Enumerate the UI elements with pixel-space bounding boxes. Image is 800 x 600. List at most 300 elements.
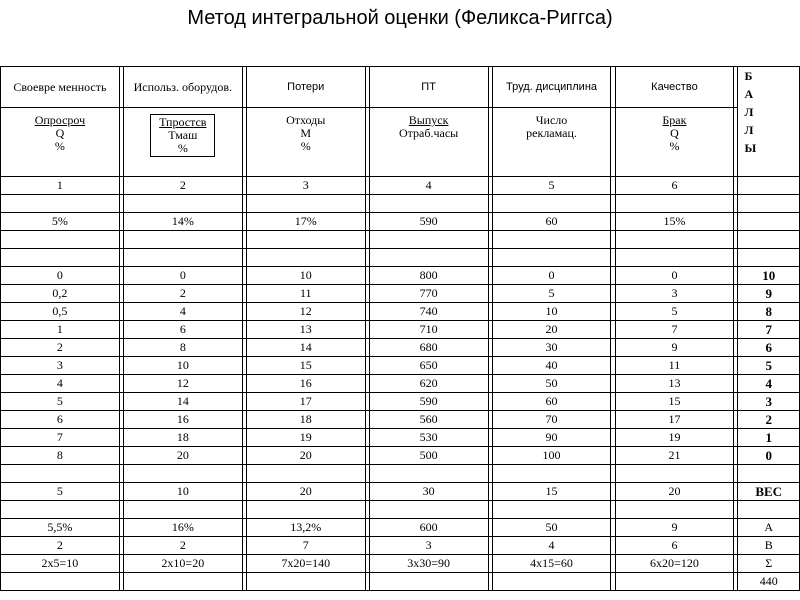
scale-cell — [492, 393, 611, 411]
base-value-cell — [123, 213, 242, 231]
points-row — [1, 537, 800, 555]
column-number-cell — [369, 177, 488, 195]
scale-cell — [1, 429, 120, 447]
empty-cell — [246, 195, 365, 213]
empty-cell — [123, 195, 242, 213]
scale-cell — [615, 339, 734, 357]
scale-cell-text: 70 — [545, 412, 558, 426]
spacer-row — [1, 231, 800, 249]
scale-cell — [369, 339, 488, 357]
scale-cell-text: 3 — [56, 358, 63, 372]
points-cell-text: 3 — [425, 538, 432, 552]
total-cell-text: 440 — [759, 574, 778, 588]
base-value-cell — [615, 213, 734, 231]
empty-cell — [1, 195, 120, 213]
spacer-row — [1, 195, 800, 213]
scale-cell — [246, 285, 365, 303]
empty-cell — [1, 573, 120, 591]
scale-cell — [246, 447, 365, 465]
column-number-cell — [1, 177, 120, 195]
score-cell-text: 3 — [765, 394, 772, 409]
scale-cell-text: 16 — [299, 376, 312, 390]
points-cell-text: 2 — [56, 538, 63, 552]
scale-cell-text: 5 — [671, 304, 678, 318]
scale-cell-text: 1 — [56, 322, 63, 336]
actual-cell — [246, 519, 365, 537]
scale-cell — [492, 267, 611, 285]
scale-row — [1, 375, 800, 393]
actual-label-cell — [738, 519, 800, 537]
spacer-row — [1, 465, 800, 483]
empty-cell — [246, 573, 365, 591]
weight-label-cell — [738, 483, 800, 501]
scale-cell-text: 7 — [56, 430, 63, 444]
score-cell-text: 0 — [765, 448, 772, 463]
scale-cell-text: 10 — [176, 358, 189, 372]
header-sub-cell — [492, 108, 611, 177]
column-number-cell — [615, 177, 734, 195]
actual-cell — [1, 519, 120, 537]
empty-cell — [492, 573, 611, 591]
score-cell — [738, 429, 800, 447]
header-sub-wrap — [493, 114, 611, 140]
scale-cell-text: 17 — [668, 412, 681, 426]
scale-cell-text: 10 — [545, 304, 558, 318]
scale-cell — [246, 393, 365, 411]
scale-cell-text: 13 — [668, 376, 681, 390]
scale-cell-text: 800 — [419, 268, 438, 282]
scale-cell-text: 0 — [179, 268, 186, 282]
weight-cell — [615, 483, 734, 501]
scale-cell-text: 0,5 — [52, 304, 68, 318]
scale-cell — [492, 375, 611, 393]
header-top-cell-text: Труд. дисциплина — [506, 80, 598, 93]
weight-cell — [369, 483, 488, 501]
base-values-row — [1, 213, 800, 231]
page-title: Метод интегральной оценки (Феликса-Риггса) — [187, 7, 613, 29]
scale-cell-text: 14 — [176, 394, 189, 408]
scale-cell — [615, 411, 734, 429]
column-number-cell-text: 6 — [671, 178, 678, 192]
empty-cell — [615, 195, 734, 213]
points-cell-text: 6 — [671, 538, 678, 552]
scale-cell-text: 0 — [56, 268, 63, 282]
scale-cell-text: 7 — [671, 322, 678, 336]
scale-row — [1, 285, 800, 303]
scale-cell — [615, 357, 734, 375]
empty-cell — [492, 249, 611, 267]
spacer-row — [1, 501, 800, 519]
scale-row — [1, 447, 800, 465]
scale-cell-text: 710 — [419, 322, 438, 336]
scale-cell-text: 11 — [299, 286, 312, 300]
header-sub-cell — [123, 108, 242, 177]
actual-cell-text: 5,5% — [47, 520, 73, 534]
empty-cell — [615, 501, 734, 519]
empty-cell — [615, 231, 734, 249]
points-cell-text: 7 — [302, 538, 309, 552]
empty-cell — [123, 501, 242, 519]
scale-cell-text: 3 — [671, 286, 678, 300]
actual-cell-text: 600 — [419, 520, 438, 534]
scale-cell-text: 50 — [545, 376, 558, 390]
scale-cell-text: 8 — [179, 340, 186, 354]
table-body — [1, 67, 800, 591]
scale-cell — [492, 447, 611, 465]
points-label-cell — [738, 537, 800, 555]
scale-row — [1, 393, 800, 411]
scale-cell-text: 590 — [419, 394, 438, 408]
empty-cell — [1, 249, 120, 267]
points-cell-text: 4 — [548, 538, 555, 552]
column-number-cell-text: 3 — [302, 178, 309, 192]
empty-cell — [492, 465, 611, 483]
actual-cell — [123, 519, 242, 537]
total-row — [1, 573, 800, 591]
product-cell-text: 7x20=140 — [281, 556, 331, 570]
score-cell-text: 8 — [765, 304, 772, 319]
scale-cell — [369, 393, 488, 411]
header-sub-line: Q — [670, 126, 679, 140]
points-cell — [369, 537, 488, 555]
scale-cell — [246, 267, 365, 285]
header-sub-wrap — [247, 114, 365, 153]
header-sub-line: Тмаш — [168, 128, 198, 142]
empty-cell — [1, 465, 120, 483]
base-value-cell-text: 5% — [51, 214, 68, 228]
product-cell-text: 2x5=10 — [41, 556, 79, 570]
scale-cell — [123, 447, 242, 465]
scale-cell — [369, 429, 488, 447]
scale-cell-text: 680 — [419, 340, 438, 354]
scale-cell — [615, 393, 734, 411]
sum-label-cell-text: Σ — [765, 556, 773, 570]
score-cell — [738, 339, 800, 357]
points-cell — [123, 537, 242, 555]
score-cell — [738, 267, 800, 285]
column-number-cell — [492, 177, 611, 195]
header-sub-line: М — [300, 126, 312, 140]
base-value-cell-text: 15% — [663, 214, 686, 228]
header-top-cell-text: Потери — [287, 80, 325, 93]
scale-cell-text: 8 — [56, 448, 63, 462]
scale-cell-text: 9 — [671, 340, 678, 354]
scale-cell — [123, 411, 242, 429]
scale-cell — [369, 357, 488, 375]
scale-cell — [246, 321, 365, 339]
scale-cell — [492, 357, 611, 375]
integral-assessment-table — [0, 66, 800, 591]
header-sub-line: % — [300, 139, 311, 153]
scale-cell-text: 0,2 — [52, 286, 68, 300]
empty-cell — [738, 501, 800, 519]
header-sub-line: Число — [535, 113, 568, 127]
scale-cell — [369, 267, 488, 285]
spacer-row — [1, 249, 800, 267]
scale-cell — [246, 375, 365, 393]
header-sub-line: Выпуск — [408, 113, 449, 127]
header-top-cell-text: ПТ — [421, 80, 436, 93]
empty-cell — [492, 231, 611, 249]
scale-cell — [123, 321, 242, 339]
empty-cell — [369, 249, 488, 267]
empty-cell — [369, 501, 488, 519]
empty-cell — [369, 195, 488, 213]
header-top-cell-text: Использ. оборудов. — [133, 79, 233, 94]
scale-cell — [492, 321, 611, 339]
product-cell-text: 4x15=60 — [530, 556, 573, 570]
scale-cell — [123, 357, 242, 375]
points-cell-text: 2 — [179, 538, 186, 552]
column-number-cell — [123, 177, 242, 195]
header-top-cell-text: Своевре менность — [13, 79, 107, 94]
scale-cell — [1, 447, 120, 465]
sum-label-cell — [738, 555, 800, 573]
scale-cell-text: 40 — [545, 358, 558, 372]
scale-cell-text: 10 — [299, 268, 312, 282]
weight-cell-text: 5 — [56, 484, 63, 498]
scale-cell-text: 560 — [419, 412, 438, 426]
header-sub-line: % — [54, 139, 65, 153]
scale-cell-text: 12 — [176, 376, 189, 390]
balls-header-text: Б А Л Л Ы — [744, 69, 757, 155]
scale-cell-text: 13 — [299, 322, 312, 336]
scale-cell-text: 14 — [299, 340, 312, 354]
score-cell — [738, 321, 800, 339]
scale-cell — [615, 267, 734, 285]
empty-cell — [246, 249, 365, 267]
score-cell — [738, 447, 800, 465]
header-row-top — [1, 67, 800, 108]
scale-row — [1, 267, 800, 285]
scale-cell-text: 15 — [299, 358, 312, 372]
scale-cell-text: 0 — [671, 268, 678, 282]
score-cell-text: 4 — [765, 376, 772, 391]
score-cell-text: 5 — [765, 358, 772, 373]
scale-cell — [369, 321, 488, 339]
scale-cell-text: 770 — [419, 286, 438, 300]
header-sub-cell — [615, 108, 734, 177]
scale-cell-text: 20 — [545, 322, 558, 336]
scale-cell — [369, 303, 488, 321]
weight-cell — [492, 483, 611, 501]
base-value-cell-text: 17% — [294, 214, 317, 228]
actual-cell-text: 50 — [545, 520, 558, 534]
scale-cell — [123, 285, 242, 303]
scale-cell-text: 30 — [545, 340, 558, 354]
balls-header — [738, 67, 800, 177]
score-cell-text: 6 — [765, 340, 772, 355]
empty-cell — [615, 249, 734, 267]
empty-cell — [369, 231, 488, 249]
scale-row — [1, 339, 800, 357]
header-row-sub — [1, 108, 800, 177]
empty-cell — [492, 501, 611, 519]
empty-cell — [738, 195, 800, 213]
scale-cell — [246, 339, 365, 357]
actual-row — [1, 519, 800, 537]
header-sub-cell — [369, 108, 488, 177]
empty-cell — [369, 465, 488, 483]
actual-cell — [492, 519, 611, 537]
base-value-cell-text: 14% — [171, 214, 194, 228]
header-sub-cell — [1, 108, 120, 177]
points-label-cell-text: B — [764, 538, 773, 552]
empty-cell — [738, 213, 800, 231]
header-sub-wrap — [616, 114, 734, 153]
scale-cell — [1, 303, 120, 321]
scale-cell-text: 5 — [56, 394, 63, 408]
empty-cell — [246, 465, 365, 483]
score-cell — [738, 393, 800, 411]
header-sub-line: Q — [55, 126, 65, 140]
score-cell-text: 1 — [765, 430, 772, 445]
header-sub-line: Тпростсв — [159, 115, 207, 129]
scale-row — [1, 411, 800, 429]
empty-cell — [369, 573, 488, 591]
header-sub-line: Отходы — [286, 113, 326, 127]
actual-cell-text: 13,2% — [290, 520, 322, 534]
header-sub-line: Отраб.часы — [399, 126, 459, 140]
product-cell-text: 2x10=20 — [161, 556, 205, 570]
scale-cell-text: 18 — [299, 412, 312, 426]
product-cell — [615, 555, 734, 573]
score-cell-text: 9 — [765, 286, 772, 301]
weights-row — [1, 483, 800, 501]
header-top-cell — [492, 67, 611, 108]
scale-cell — [492, 339, 611, 357]
weight-cell — [123, 483, 242, 501]
scale-cell-text: 60 — [545, 394, 558, 408]
scale-cell — [369, 411, 488, 429]
points-cell — [246, 537, 365, 555]
scale-cell — [615, 447, 734, 465]
empty-cell — [738, 231, 800, 249]
scale-cell — [1, 357, 120, 375]
scale-cell-text: 19 — [668, 430, 681, 444]
column-number-cell-text: 4 — [425, 178, 432, 192]
scale-cell — [1, 393, 120, 411]
weight-cell-text: 20 — [299, 484, 312, 498]
points-cell — [615, 537, 734, 555]
scale-cell — [1, 267, 120, 285]
scale-cell-text: 11 — [668, 358, 681, 372]
scale-cell — [123, 375, 242, 393]
score-cell — [738, 411, 800, 429]
score-cell — [738, 357, 800, 375]
empty-cell — [123, 465, 242, 483]
product-cell — [246, 555, 365, 573]
scale-cell-text: 0 — [548, 268, 555, 282]
scale-cell-text: 12 — [299, 304, 312, 318]
weight-cell-text: 20 — [668, 484, 681, 498]
base-value-cell — [369, 213, 488, 231]
empty-cell — [123, 249, 242, 267]
base-value-cell — [492, 213, 611, 231]
scale-cell — [123, 339, 242, 357]
scale-row — [1, 321, 800, 339]
gutter-cell — [734, 108, 738, 177]
header-sub-wrap — [1, 114, 119, 153]
actual-cell-text: 9 — [671, 520, 678, 534]
empty-cell — [246, 231, 365, 249]
scale-cell — [369, 447, 488, 465]
header-sub-cell — [246, 108, 365, 177]
header-top-cell — [369, 67, 488, 108]
actual-label-cell-text: A — [764, 520, 774, 534]
empty-cell — [738, 465, 800, 483]
header-sub-line: % — [177, 141, 188, 155]
scale-cell-text: 15 — [668, 394, 681, 408]
base-value-cell — [1, 213, 120, 231]
scale-cell — [123, 429, 242, 447]
scale-cell-text: 2 — [179, 286, 186, 300]
header-sub-line: % — [669, 139, 680, 153]
scale-row — [1, 357, 800, 375]
scale-cell-text: 19 — [299, 430, 312, 444]
scale-cell — [615, 303, 734, 321]
header-top-cell — [246, 67, 365, 108]
scale-cell — [615, 321, 734, 339]
scale-cell — [1, 375, 120, 393]
empty-cell — [246, 501, 365, 519]
scale-cell — [369, 375, 488, 393]
empty-cell — [1, 231, 120, 249]
scale-cell-text: 21 — [668, 448, 681, 462]
scale-cell-text: 4 — [179, 304, 186, 318]
scale-cell — [246, 357, 365, 375]
header-sub-wrap — [370, 114, 488, 140]
base-value-cell — [246, 213, 365, 231]
scale-cell — [123, 303, 242, 321]
scale-cell-text: 740 — [419, 304, 438, 318]
header-top-cell-text: Качество — [651, 80, 698, 93]
header-sub-wrap — [150, 114, 215, 157]
scale-cell — [1, 339, 120, 357]
scale-cell-text: 90 — [545, 430, 558, 444]
base-value-cell-text: 60 — [545, 214, 558, 228]
scale-cell-text: 500 — [419, 448, 438, 462]
weight-cell-text: 15 — [545, 484, 558, 498]
score-cell-text: 7 — [765, 322, 772, 337]
empty-cell — [615, 573, 734, 591]
weight-cell — [1, 483, 120, 501]
scale-cell-text: 4 — [56, 376, 63, 390]
scale-cell-text: 620 — [419, 376, 438, 390]
product-cell-text: 6x20=120 — [650, 556, 699, 570]
weight-cell-text: 30 — [422, 484, 435, 498]
base-value-cell-text: 590 — [419, 214, 438, 228]
scale-cell-text: 100 — [542, 448, 561, 462]
score-cell-text: 10 — [762, 268, 776, 283]
scale-cell-text: 6 — [56, 412, 63, 426]
points-cell — [1, 537, 120, 555]
scale-cell — [246, 429, 365, 447]
actual-cell — [615, 519, 734, 537]
scale-cell — [246, 303, 365, 321]
scale-cell-text: 17 — [299, 394, 312, 408]
points-cell — [492, 537, 611, 555]
header-top-cell — [615, 67, 734, 108]
product-cell — [1, 555, 120, 573]
product-cell — [492, 555, 611, 573]
scale-cell — [492, 285, 611, 303]
scale-cell — [123, 393, 242, 411]
header-top-cell — [123, 67, 242, 108]
scale-cell-text: 530 — [419, 430, 438, 444]
scale-cell — [1, 411, 120, 429]
scale-row — [1, 429, 800, 447]
